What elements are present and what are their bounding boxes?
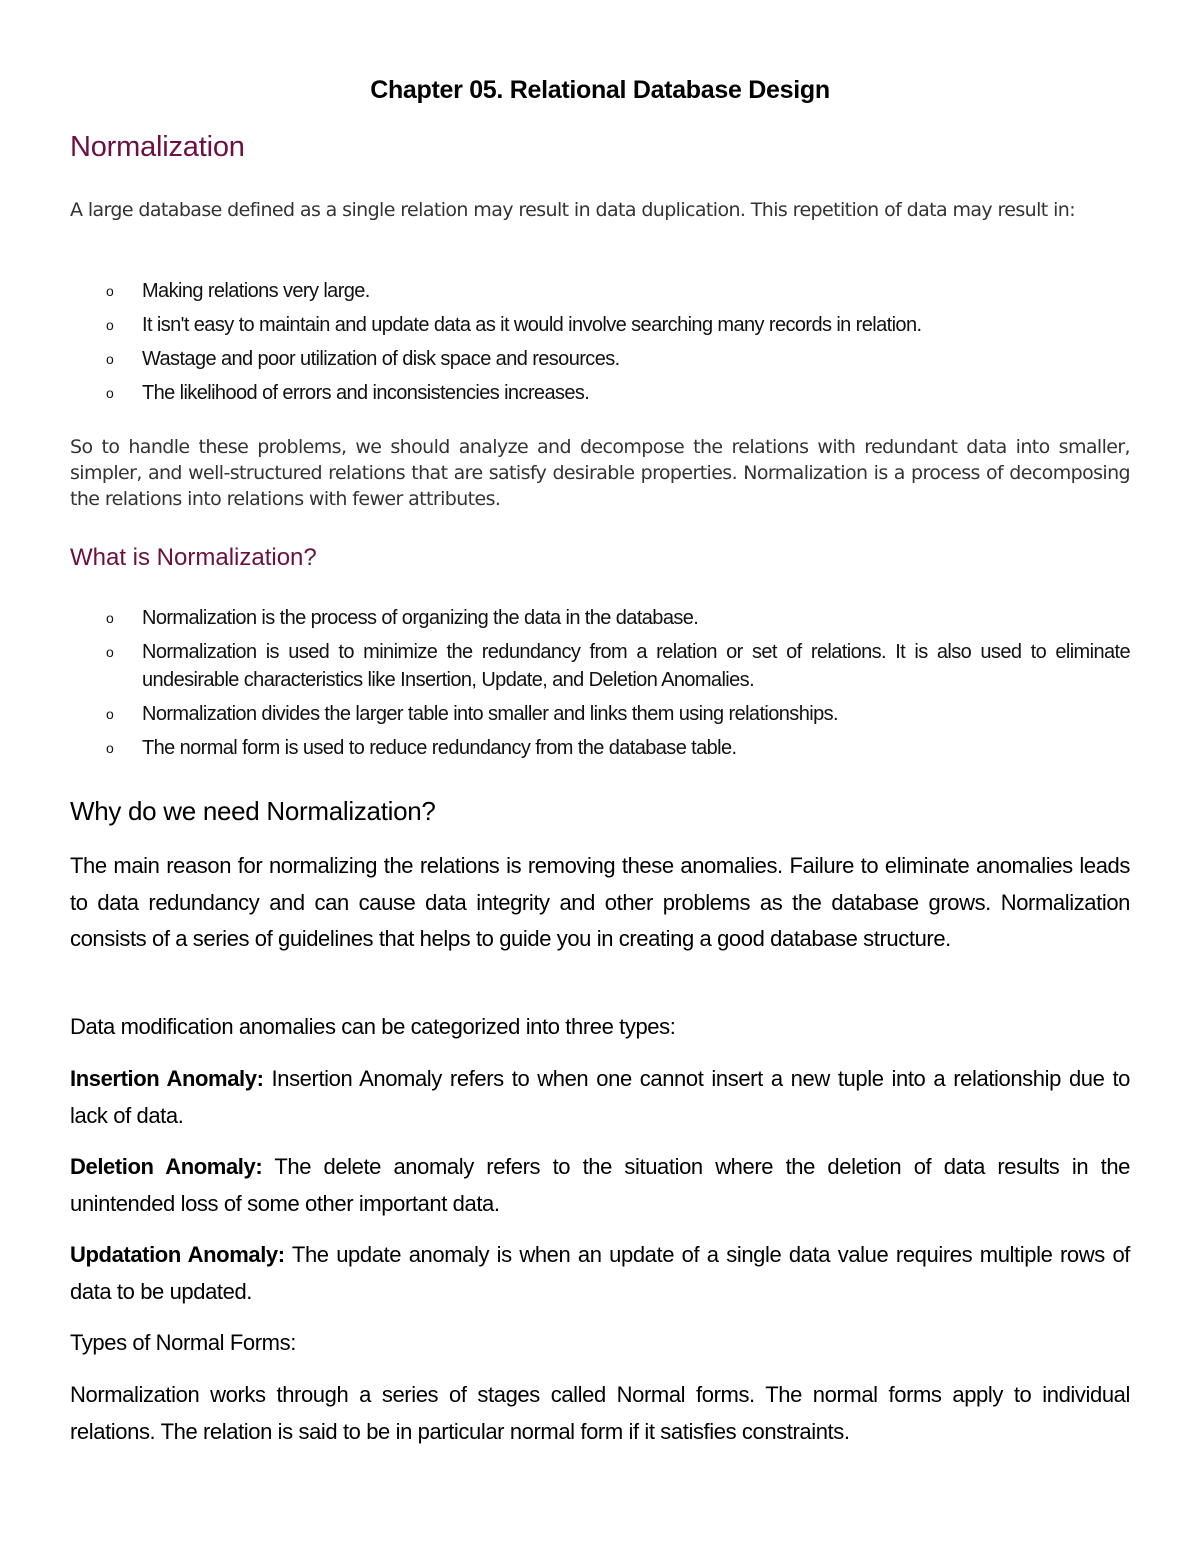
anomaly-categories-intro: Data modification anomalies can be categorized into three types: xyxy=(70,1014,676,1039)
section-heading-what-is: What is Normalization? xyxy=(70,544,317,571)
insertion-anomaly-term: Insertion Anomaly: xyxy=(70,1066,264,1091)
normal-forms-label: Types of Normal Forms: xyxy=(70,1330,296,1355)
bullet-circle-icon: o xyxy=(106,351,114,367)
page-title: Chapter 05. Relational Database Design xyxy=(370,76,830,104)
list-item: o Normalization is used to minimize the redundancy from a relation or set of relations. It is also used to eliminate undesirable characteristics like Insertion, Update, and Deletion Anomalies. xyxy=(70,638,1130,694)
what-is-list xyxy=(70,604,1130,762)
normal-forms-paragraph: Normalization works through a series of stages called Normal forms. The normal forms apply to individual relations. The relation is said to be in particular normal form if it satisfies constraints. xyxy=(70,1382,1130,1444)
bullet-circle-icon: o xyxy=(106,706,114,722)
deletion-anomaly-paragraph: Deletion Anomaly: The delete anomaly refers to the situation where the deletion of data results in the unintended loss of some other important data. xyxy=(70,1154,1130,1216)
list-item: o Normalization is the process of organizing the data in the database. xyxy=(70,604,1130,632)
bullet-circle-icon: o xyxy=(106,644,114,660)
bullet-circle-icon: o xyxy=(106,283,114,299)
section-heading-normalization: Normalization xyxy=(70,131,245,163)
list-item: o It isn't easy to maintain and update data as it would involve searching many records in relation. xyxy=(70,311,1130,339)
section-heading-why-need: Why do we need Normalization? xyxy=(70,796,436,826)
list-item: o The likelihood of errors and inconsistencies increases. xyxy=(70,379,1130,407)
normalization-intro: A large database defined as a single relation may result in data duplication. This repetition of data may result in: xyxy=(70,199,1076,221)
updatation-anomaly-paragraph: Updatation Anomaly: The update anomaly is when an update of a single data value requires multiple rows of data to be updated. xyxy=(70,1242,1130,1304)
list-item: o Wastage and poor utilization of disk space and resources. xyxy=(70,345,1130,373)
list-item: o The normal form is used to reduce redundancy from the database table. xyxy=(70,734,1130,762)
bullet-circle-icon: o xyxy=(106,740,114,756)
normalization-conclusion: So to handle these problems, we should analyze and decompose the relations with redundant data into smaller, simpler, and well-structured relations that are satisfy desirable properties. Normalization is a process of decomposing the relations into relations with fewer attributes. xyxy=(70,436,1130,510)
bullet-circle-icon: o xyxy=(106,317,114,333)
problems-list xyxy=(70,277,1130,407)
insertion-anomaly-paragraph: Insertion Anomaly: Insertion Anomaly refers to when one cannot insert a new tuple into a relationship due to lack of data. xyxy=(70,1066,1130,1128)
bullet-circle-icon: o xyxy=(106,385,114,401)
updatation-anomaly-term: Updatation Anomaly: xyxy=(70,1242,285,1267)
deletion-anomaly-term: Deletion Anomaly: xyxy=(70,1154,263,1179)
list-item: o Normalization divides the larger table into smaller and links them using relationships. xyxy=(70,700,1130,728)
list-item: o Making relations very large. xyxy=(70,277,1130,305)
why-need-paragraph: The main reason for normalizing the relations is removing these anomalies. Failure to eliminate anomalies leads to data redundancy and can cause data integrity and other problems as the database grows. Normalization consists of a series of guidelines that helps to guide you in creating a good database structure. xyxy=(70,853,1130,951)
bullet-circle-icon: o xyxy=(106,610,114,626)
